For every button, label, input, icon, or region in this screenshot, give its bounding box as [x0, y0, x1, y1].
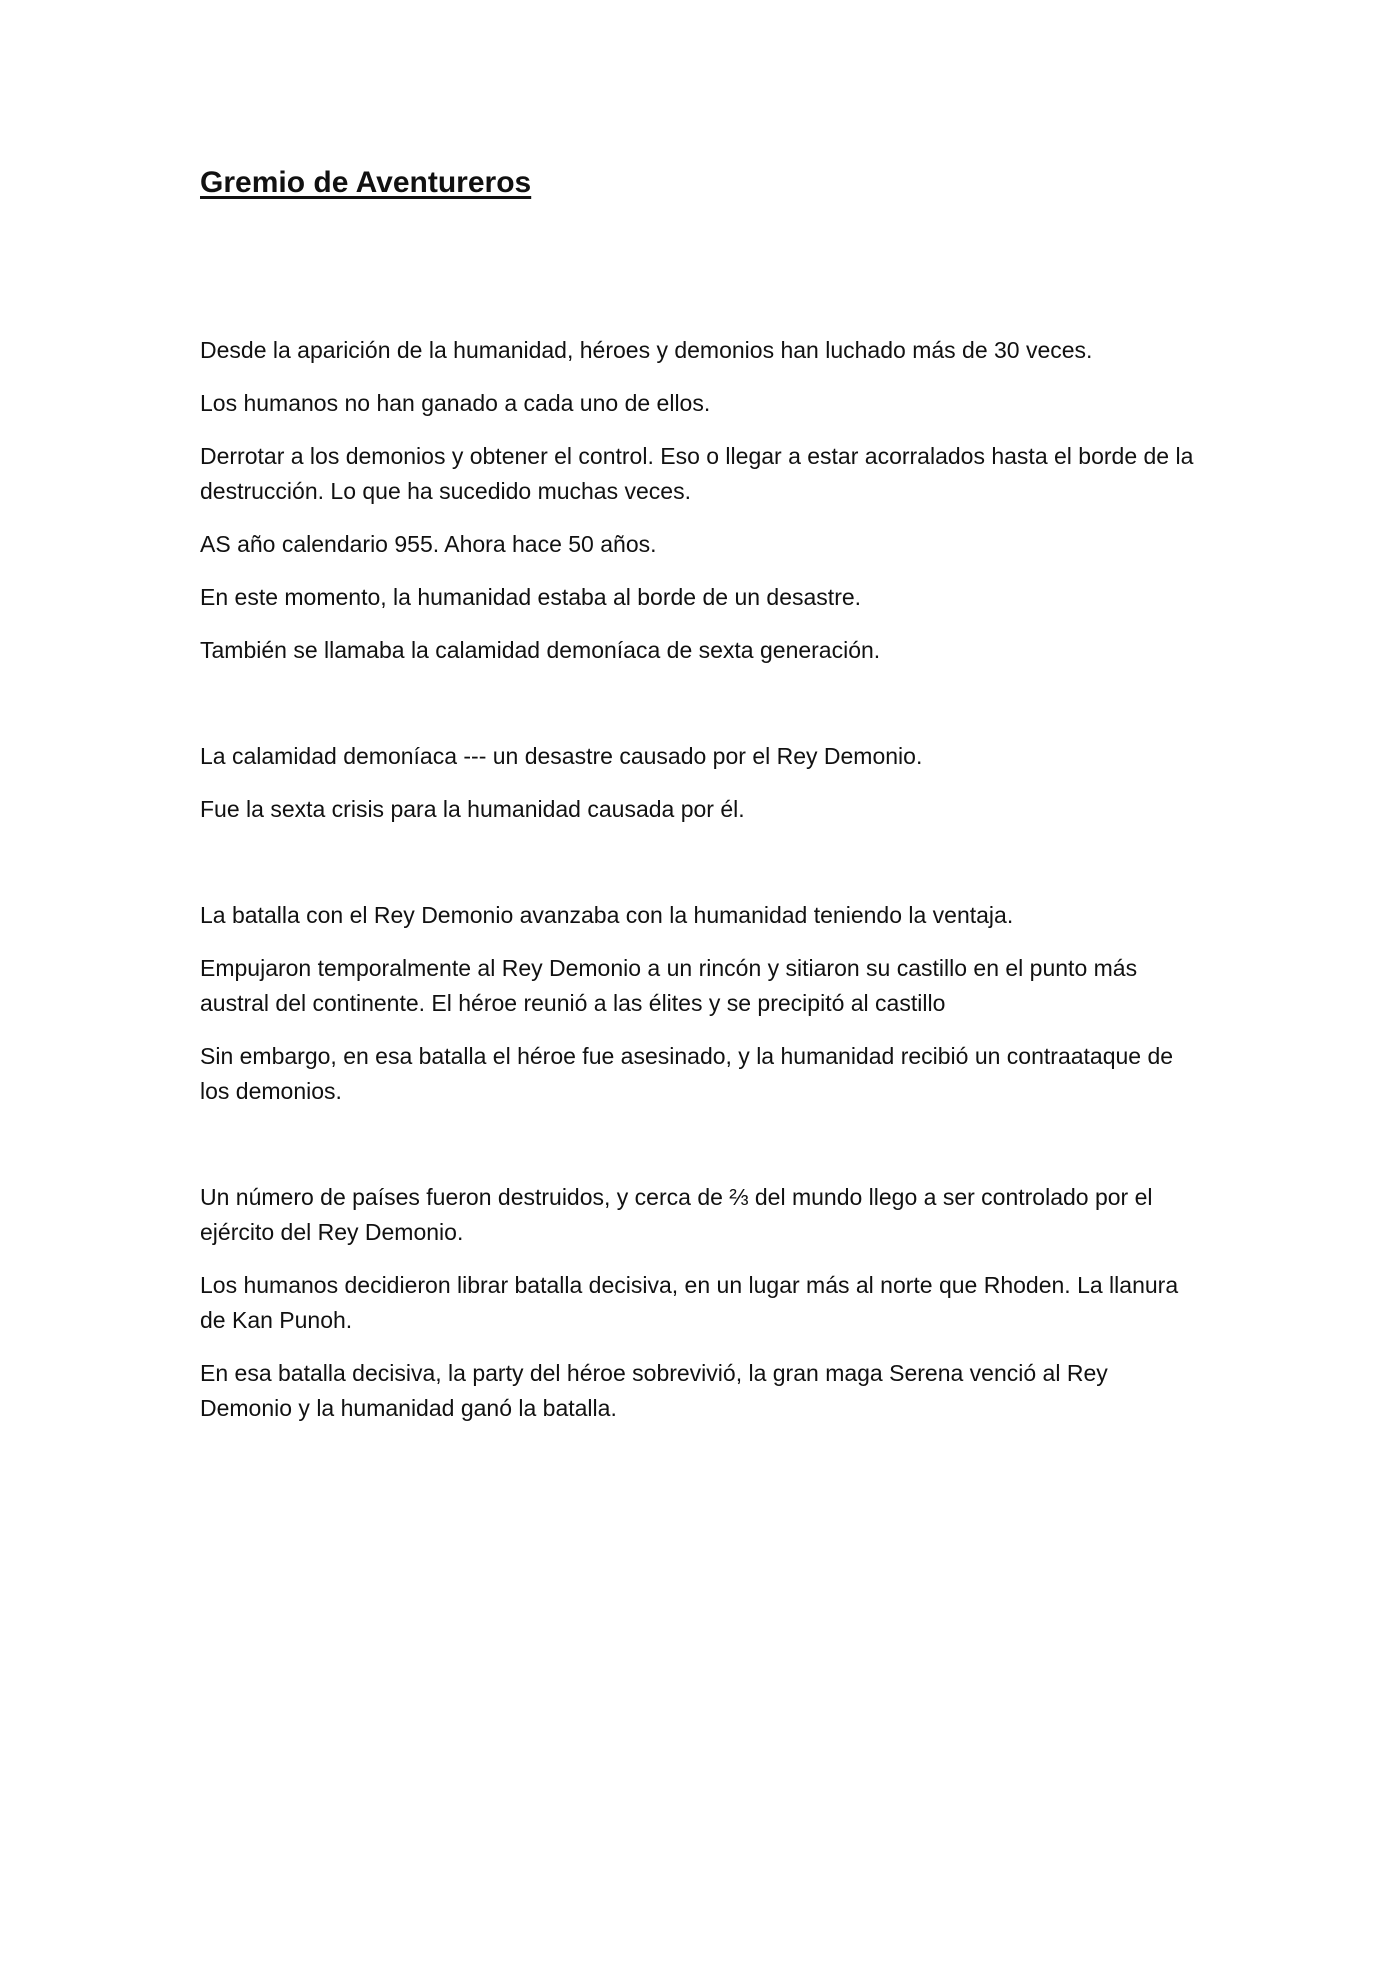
paragraph: Los humanos decidieron librar batalla decisiva, en un lugar más al norte que Rhoden. La llanura de Kan Punoh. — [200, 1272, 1179, 1333]
paragraph: Empujaron temporalmente al Rey Demonio a un rincón y sitiaron su castillo en el punto más austral del continente. El héroe reunió a las élites y se precipitó al castillo — [200, 955, 1138, 1016]
section-2 — [200, 739, 1200, 827]
paragraph: Sin embargo, en esa batalla el héroe fue asesinado, y la humanidad recibió un contraataque de los demonios. — [200, 1043, 1174, 1104]
section-4 — [200, 1180, 1200, 1426]
paragraph: También se llamaba la calamidad demoníaca de sexta generación. — [200, 637, 881, 663]
paragraph: AS año calendario 955. Ahora hace 50 años. — [200, 531, 657, 557]
document-title: Gremio de Aventureros — [200, 166, 532, 199]
paragraph: Los humanos no han ganado a cada uno de ellos. — [200, 390, 711, 416]
paragraph: La calamidad demoníaca --- un desastre causado por el Rey Demonio. — [200, 743, 923, 769]
paragraph: La batalla con el Rey Demonio avanzaba con la humanidad teniendo la ventaja. — [200, 902, 1014, 928]
document-body — [200, 333, 1200, 1444]
section-3 — [200, 898, 1200, 1109]
paragraph: En esa batalla decisiva, la party del héroe sobrevivió, la gran maga Serena venció al Rey Demonio y la humanidad ganó la batalla. — [200, 1360, 1108, 1421]
section-spacer — [200, 686, 1200, 739]
section-spacer — [200, 845, 1200, 898]
section-1 — [200, 333, 1200, 668]
paragraph: Fue la sexta crisis para la humanidad causada por él. — [200, 796, 745, 822]
paragraph: Un número de países fueron destruidos, y cerca de ⅔ del mundo llego a ser controlado por el ejército del Rey Demonio. — [200, 1184, 1153, 1245]
paragraph: Desde la aparición de la humanidad, héroes y demonios han luchado más de 30 veces. — [200, 337, 1093, 363]
paragraph: Derrotar a los demonios y obtener el control. Eso o llegar a estar acorralados hasta el borde de la destrucción. Lo que ha sucedido muchas veces. — [200, 443, 1194, 504]
paragraph: En este momento, la humanidad estaba al borde de un desastre. — [200, 584, 862, 610]
section-spacer — [200, 1127, 1200, 1180]
